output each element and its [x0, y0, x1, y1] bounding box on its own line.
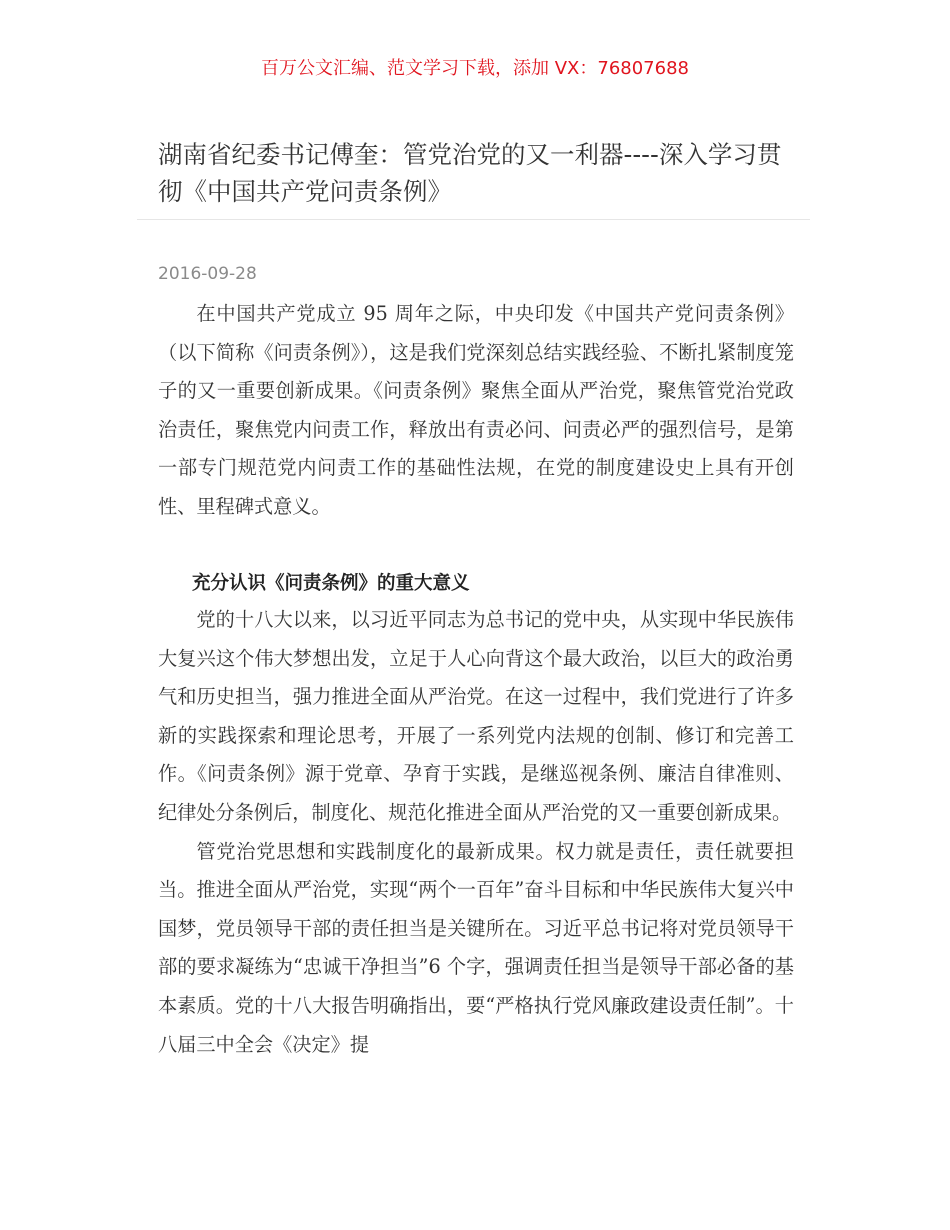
- section-heading: 充分认识《问责条例》的重大意义: [192, 573, 470, 594]
- paragraph: 在中国共产党成立 95 周年之际，中央印发《中国共产党问责条例》（以下简称《问责条例》），这是我们党深刻总结实践经验、不断扎紧制度笼子的又一重要创新成果。《问责条例》聚焦全面从严治党，聚焦管党治党政治责任，聚焦党内问责工作，释放出有责必问、问责必严的强烈信号，是第一部专门规范党内问责工作的基础性法规，在党的制度建设史上具有开创性、里程碑式意义。: [158, 302, 794, 518]
- publish-date: 2016-09-28: [158, 264, 257, 284]
- intro-section: [158, 295, 794, 527]
- title-divider: [137, 219, 810, 220]
- section-body: [158, 601, 794, 1064]
- paragraph: 管党治党思想和实践制度化的最新成果。权力就是责任，责任就要担当。推进全面从严治党，实现“两个一百年”奋斗目标和中华民族伟大复兴中国梦，党员领导干部的责任担当是关键所在。习近平总书记将对党员领导干部的要求凝练为“忠诚干净担当”6 个字，强调责任担当是领导干部必备的基本素质。党的十八大报告明确指出，要“严格执行党风廉政建设责任制”。十八届三中全会《决定》提: [158, 839, 794, 1056]
- paragraph: 党的十八大以来，以习近平同志为总书记的党中央，从实现中华民族伟大复兴这个伟大梦想出发，立足于人心向背这个最大政治，以巨大的政治勇气和历史担当，强力推进全面从严治党。在这一过程中，我们党进行了许多新的实践探索和理论思考，开展了一系列党内法规的创制、修订和完善工作。《问责条例》源于党章、孕育于实践，是继巡视条例、廉洁自律准则、纪律处分条例后，制度化、规范化推进全面从严治党的又一重要创新成果。: [158, 608, 794, 824]
- article-title: 湖南省纪委书记傅奎：管党治党的又一利器----深入学习贯彻《中国共产党问责条例》: [158, 140, 782, 206]
- promo-banner: 百万公文汇编、范文学习下载，添加 VX：76807688: [261, 58, 689, 79]
